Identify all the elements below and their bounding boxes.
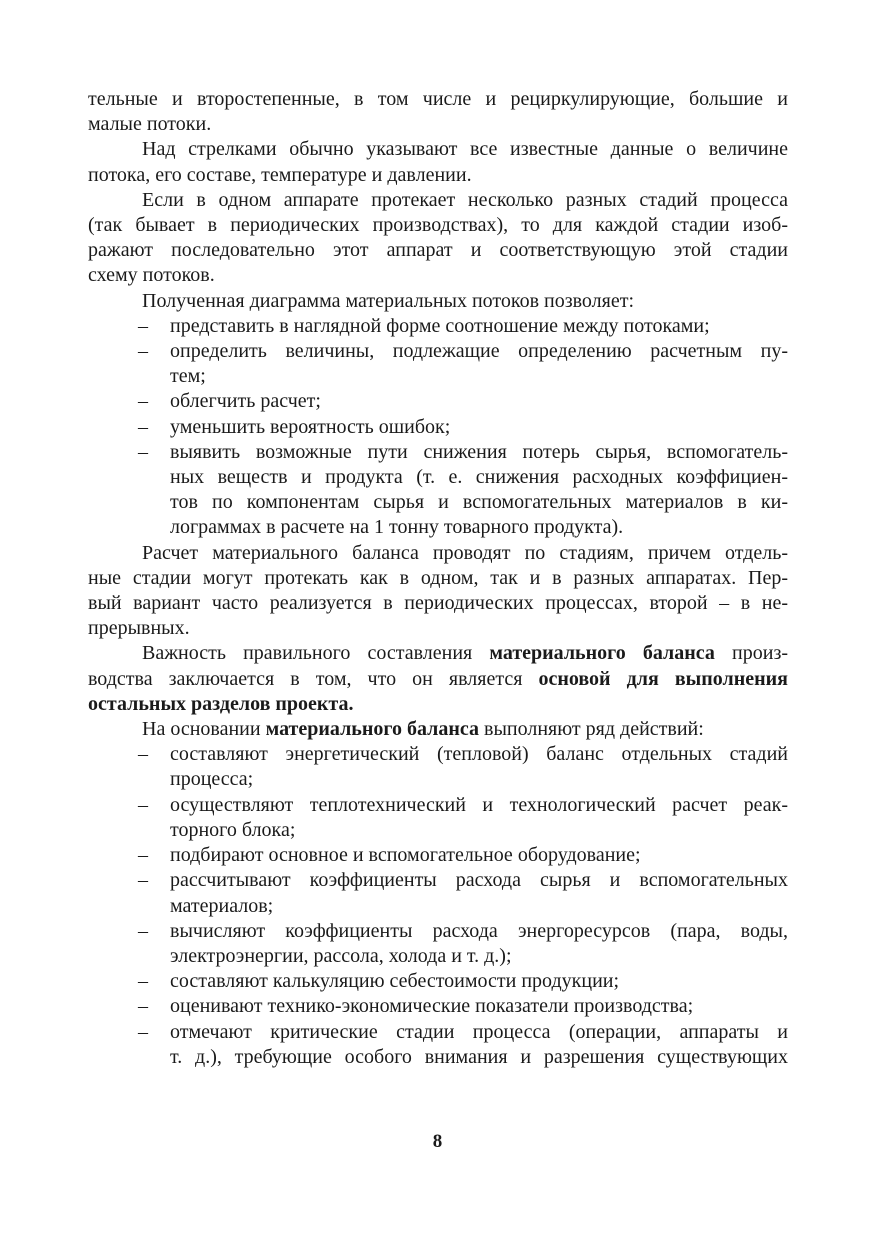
text-line: малые потоки. <box>88 113 212 136</box>
text-line: определить величины, подлежащие определению расчетным пу- <box>170 340 788 363</box>
bullet-list <box>88 314 788 541</box>
page-body <box>88 87 788 1070</box>
dash-marker: – <box>138 1020 148 1043</box>
text-line: Расчет материального баланса проводят по стадиям, причем отдель- <box>142 541 788 564</box>
text-line: процесса; <box>170 768 254 791</box>
list-item <box>88 919 788 969</box>
paragraph <box>88 87 788 137</box>
list-item <box>88 868 788 918</box>
text-line: осуществляют теплотехнический и технологический расчет реак- <box>170 793 788 816</box>
text-line: тем; <box>170 365 206 388</box>
text-line: схему потоков. <box>88 264 215 287</box>
text-run: На основании <box>142 718 266 741</box>
dash-marker: – <box>138 314 148 337</box>
dash-marker: – <box>138 743 148 766</box>
text-line: материалов; <box>170 894 274 917</box>
text-line: тов по компонентам сырья и вспомогательных материалов в ки- <box>170 491 788 514</box>
paragraph <box>88 717 788 742</box>
bold-term: остальных разделов проекта. <box>88 692 354 715</box>
dash-marker: – <box>138 844 148 867</box>
text-line: облегчить расчет; <box>170 390 321 413</box>
dash-marker: – <box>138 919 148 942</box>
text-line <box>88 667 788 692</box>
text-line: оценивают технико-экономические показатели производства; <box>170 995 694 1018</box>
text-line: лограммах в расчете на 1 тонну товарного продукта). <box>170 516 624 539</box>
page-number: 8 <box>432 1131 443 1152</box>
text-line: ных веществ и продукта (т. е. снижения расходных коэффициен- <box>170 466 788 489</box>
text-line: составляют энергетический (тепловой) баланс отдельных стадий <box>170 743 788 766</box>
text-line: составляют калькуляцию себестоимости продукции; <box>170 970 620 993</box>
text-line: Если в одном аппарате протекает несколько разных стадий процесса <box>142 188 788 211</box>
text-line: Полученная диаграмма материальных потоков позволяет: <box>142 289 635 312</box>
dash-marker: – <box>138 995 148 1018</box>
dash-marker: – <box>138 793 148 816</box>
text-line: вый вариант часто реализуется в периодических процессах, второй – в не- <box>88 592 788 615</box>
text-line: Над стрелками обычно указывают все известные данные о величине <box>142 138 788 161</box>
text-line: потока, его составе, температуре и давлении. <box>88 163 472 186</box>
dash-marker: – <box>138 415 148 438</box>
text-line: выявить возможные пути снижения потерь сырья, вспомогатель- <box>170 440 788 463</box>
text-line: ражают последовательно этот аппарат и соответствующую этой стадии <box>88 239 788 262</box>
text-line: (так бывает в периодических производствах), то для каждой стадии изоб- <box>88 214 788 237</box>
paragraph <box>88 137 788 187</box>
text-line: подбирают основное и вспомогательное оборудование; <box>170 844 641 867</box>
paragraph <box>88 289 788 314</box>
list-item <box>88 969 788 994</box>
text-run: Важность правильного составления <box>142 642 490 665</box>
bold-term: материального баланса <box>265 718 480 741</box>
dash-marker: – <box>138 390 148 413</box>
text-run: произ- <box>714 642 788 665</box>
text-line: т. д.), требующие особого внимания и разрешения существующих <box>170 1045 788 1068</box>
text-line: электроэнергии, рассола, холода и т. д.); <box>170 944 512 967</box>
paragraph <box>88 541 788 642</box>
dash-marker: – <box>138 340 148 363</box>
text-line <box>88 717 788 742</box>
text-run: водства заключается в том, что он является <box>88 667 539 690</box>
text-line: рассчитывают коэффициенты расхода сырья и вспомогательных <box>170 869 788 892</box>
list-item <box>88 415 788 440</box>
text-line: торного блока; <box>170 818 296 841</box>
paragraph <box>88 188 788 289</box>
list-item <box>88 440 788 541</box>
list-item <box>88 994 788 1019</box>
list-item <box>88 793 788 843</box>
dash-marker: – <box>138 869 148 892</box>
text-line: тельные и второстепенные, в том числе и рециркулирующие, большие и <box>88 88 788 110</box>
text-line: вычисляют коэффициенты расхода энергоресурсов (пара, воды, <box>170 919 788 942</box>
text-line <box>88 641 788 666</box>
bold-term: основой для выполнения <box>538 667 788 690</box>
list-item <box>88 389 788 414</box>
text-line: отмечают критические стадии процесса (операции, аппараты и <box>170 1020 788 1043</box>
text-line <box>88 692 788 717</box>
list-item <box>88 1020 788 1070</box>
dash-marker: – <box>138 440 148 463</box>
list-item <box>88 843 788 868</box>
text-line: представить в наглядной форме соотношение между потоками; <box>170 314 710 337</box>
text-line: уменьшить вероятность ошибок; <box>170 415 451 438</box>
dash-marker: – <box>138 970 148 993</box>
text-line: прерывных. <box>88 617 190 640</box>
paragraph <box>88 641 788 717</box>
bold-term: материального баланса <box>489 642 715 665</box>
list-item <box>88 742 788 792</box>
list-item <box>88 314 788 339</box>
bullet-list <box>88 742 788 1070</box>
text-run: выполняют ряд действий: <box>479 718 704 741</box>
text-line: ные стадии могут протекать как в одном, так и в разных аппаратах. Пер- <box>88 566 788 589</box>
list-item <box>88 339 788 389</box>
